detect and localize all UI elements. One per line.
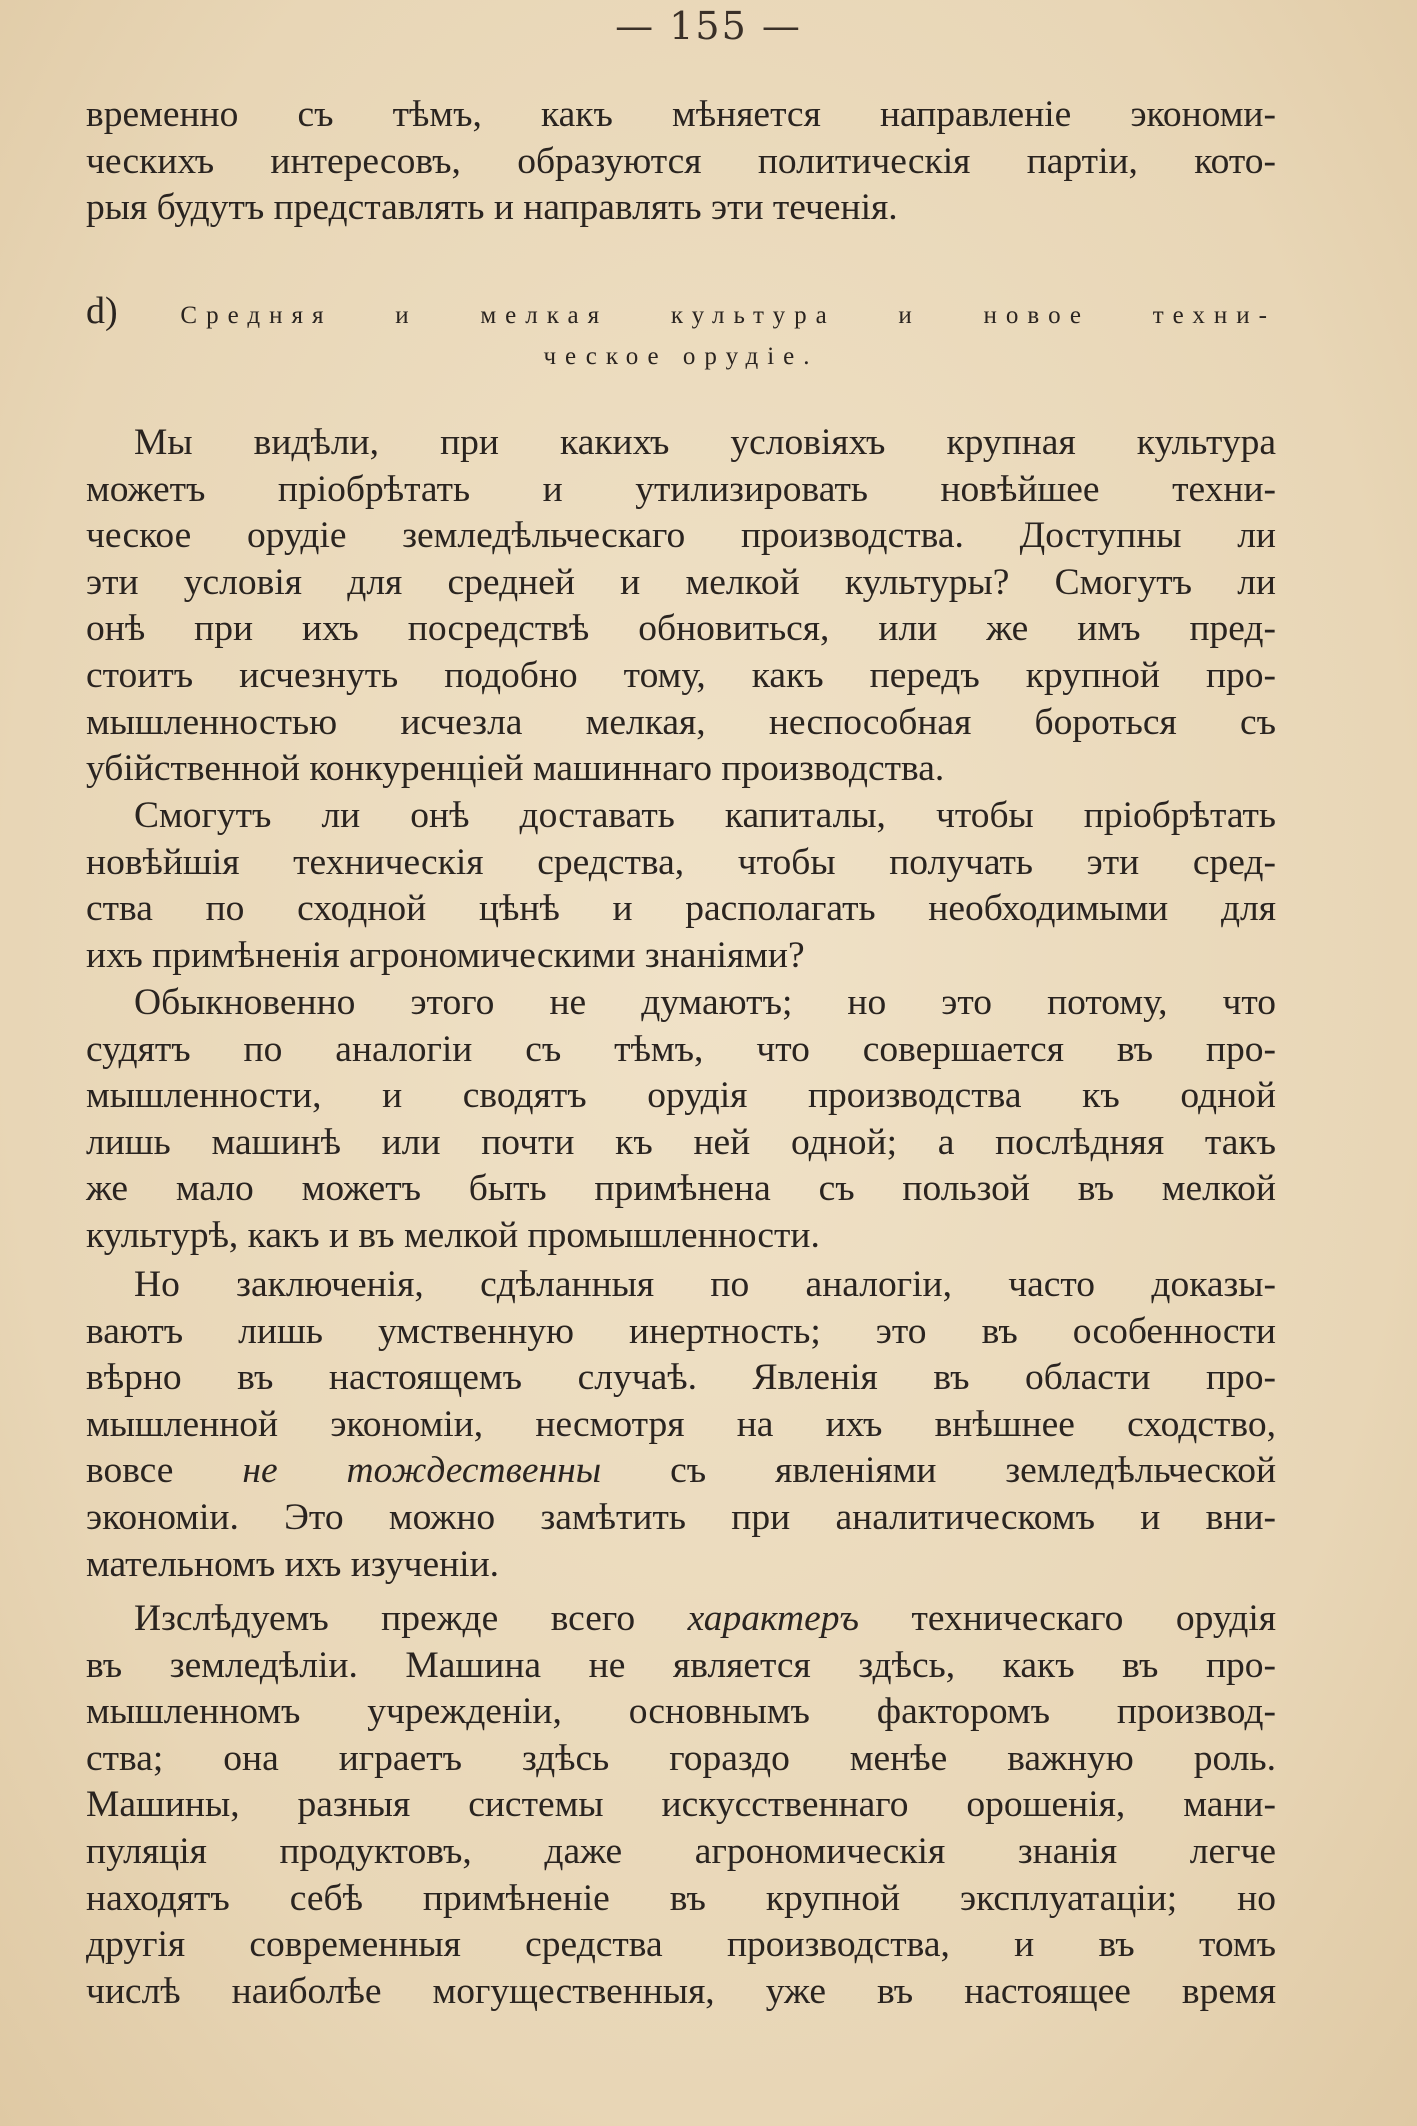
text-line: временно съ тѣмъ, какъ мѣняется направленіе экономи- [86,94,1276,135]
text-line: рыя будутъ представлять и направлять эти теченія. [86,187,898,229]
text-line: онѣ при ихъ посредствѣ обновиться, или же имъ пред- [86,608,1276,650]
text-line: ваютъ лишь умственную инертность; это въ особенности [86,1310,1276,1352]
italic-emphasis: характеръ [687,1598,859,1639]
text-line: мышленностью исчезла мелкая, неспособная бороться съ [86,701,1276,743]
continuation-paragraph [86,92,1276,232]
section-letter: d) [86,290,118,332]
text-line: ихъ примѣненія агрономическими знаніями? [86,934,805,976]
paragraph-5 [86,1596,1276,2015]
text-line: Но заключенія, сдѣланныя по аналогіи, часто доказы- [134,1264,1276,1305]
text-line: находятъ себѣ примѣненіе въ крупной эксплуатаціи; но [86,1877,1276,1919]
paragraph-2 [86,793,1276,979]
text-line: экономіи. Это можно замѣтить при аналитическомъ и вни- [86,1496,1276,1538]
text-line: же мало можетъ быть примѣнена съ пользой въ мелкой [86,1168,1276,1210]
section-heading [86,288,1276,380]
text-line: вѣрно въ настоящемъ случаѣ. Явленія въ области про- [86,1357,1276,1399]
text-line: ческое орудіе земледѣльческаго производства. Доступны ли [86,515,1276,557]
text-line: культурѣ, какъ и въ мелкой промышленности. [86,1214,820,1256]
text-line: Изслѣдуемъ прежде всего характеръ техническаго орудія [134,1598,1277,1639]
text-line: лишь машинѣ или почти къ ней одной; а послѣдняя такъ [86,1121,1276,1163]
section-title-line2: ческое орудіе. [543,343,819,370]
text-line: мышленности, и сводятъ орудія производства къ одной [86,1075,1276,1117]
text-line: судятъ по аналогіи съ тѣмъ, что совершается въ про- [86,1028,1276,1070]
text-line: въ земледѣліи. Машина не является здѣсь, какъ въ про- [86,1644,1276,1686]
text-line: Мы видѣли, при какихъ условіяхъ крупная культура [134,422,1276,463]
page-number: — 155 — [615,4,802,48]
paragraph-1 [86,420,1276,793]
text-line: новѣйшія техническія средства, чтобы получать эти сред- [86,841,1276,883]
text-line: Обыкновенно этого не думаютъ; но это потому, что [134,982,1276,1023]
text-line: мышленной экономіи, несмотря на ихъ внѣшнее сходство, [86,1403,1276,1445]
text-line: другія современныя средства производства, и въ томъ [86,1924,1276,1966]
paragraph-3 [86,980,1276,1260]
text-line: ческихъ интересовъ, образуются политическія партіи, кото- [86,140,1276,182]
text-line: можетъ пріобрѣтать и утилизировать новѣйшее техни- [86,468,1276,510]
text-line: мышленномъ учрежденіи, основнымъ факторомъ производ- [86,1691,1276,1733]
section-title-line1: Средняя и мелкая культура и новое техни- [180,302,1276,329]
italic-emphasis: не тождественны [242,1450,602,1492]
text-line: пуляція продуктовъ, даже агрономическія знанія легче [86,1830,1276,1872]
text-line: Смогутъ ли онѣ доставать капиталы, чтобы пріобрѣтать [134,795,1276,836]
text-line: эти условія для средней и мелкой культуры? Смогутъ ли [86,561,1276,603]
text-line: стоитъ исчезнуть подобно тому, какъ передъ крупной про- [86,654,1276,696]
text-line: ства; она играетъ здѣсь гораздо менѣе важную роль. [86,1737,1276,1779]
text-line: убійственной конкуренціей машиннаго производства. [86,748,945,790]
text-line: ства по сходной цѣнѣ и располагать необходимыми для [86,888,1276,930]
text-line: мательномъ ихъ изученіи. [86,1543,500,1585]
text-line: числѣ наиболѣе могущественныя, уже въ настоящее время [86,1970,1276,2012]
text-line: вовсе не тождественны съ явленіями земледѣльческой [86,1450,1277,1492]
paragraph-4 [86,1262,1276,1588]
text-line: Машины, разныя системы искусственнаго орошенія, мани- [86,1784,1276,1826]
